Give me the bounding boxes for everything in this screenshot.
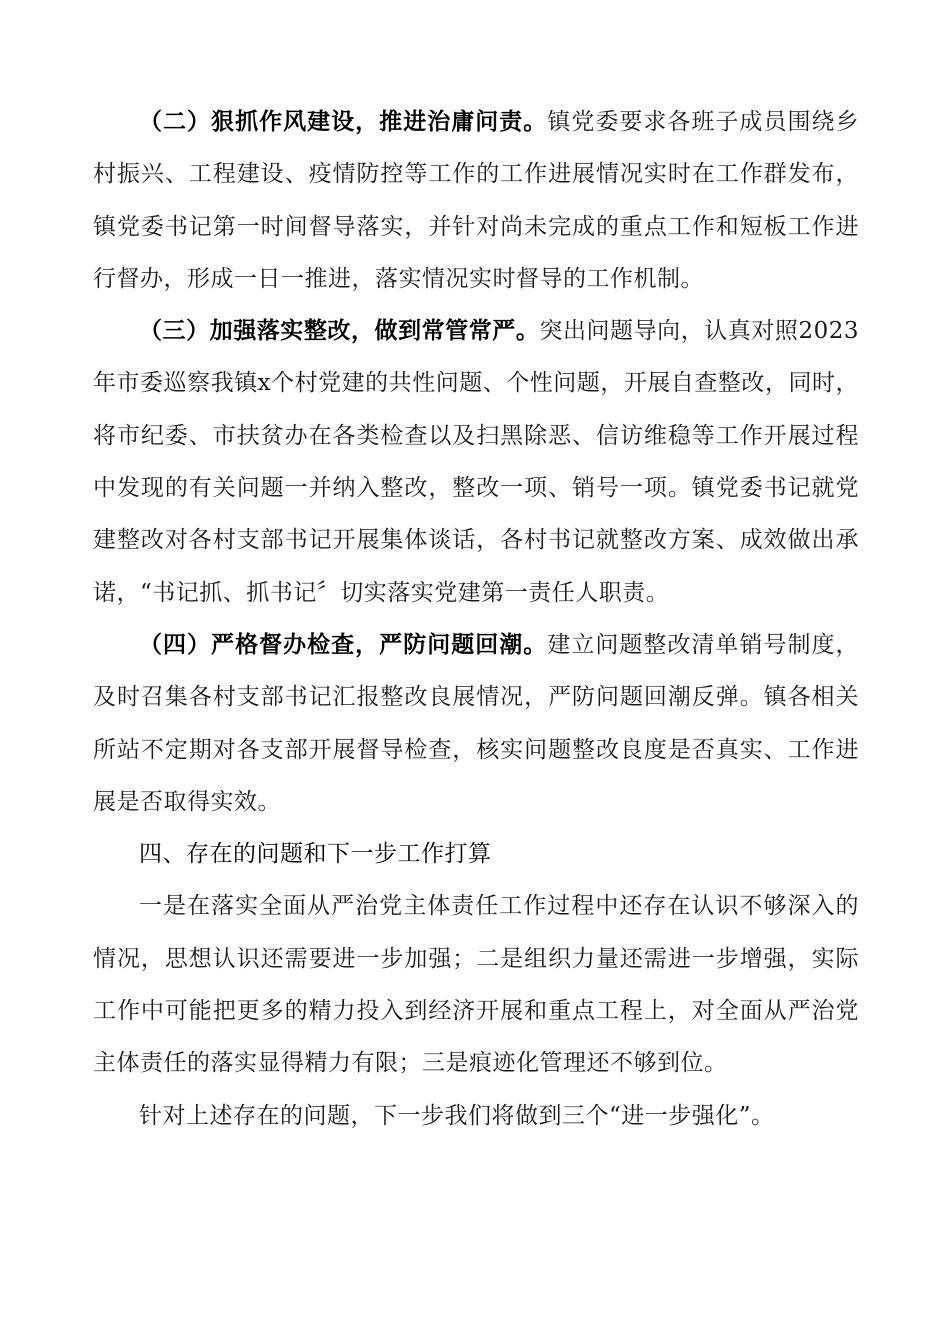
paragraph-four-text: 建立问题整改清单销号制度，及时召集各村支部书记汇报整改良展情况，严防问题回潮反弹。镇各相关所站不定期对各支部开展督导检查，核实问题整改良度是否真实、工作进展是否取得实效。: [93, 631, 860, 815]
paragraph-two: [93, 96, 859, 305]
document-body: [93, 96, 859, 1142]
paragraph-four-heading: （四）严格督办检查，严防问题回潮。: [139, 631, 548, 658]
paragraph-three: [93, 305, 859, 619]
paragraph-two-text: 镇党委要求各班子成员围绕乡村振兴、工程建设、疫情防控等工作的工作进展情况实时在工作群发布，镇党委书记第一时间督导落实，并针对尚未完成的重点工作和短板工作进行督办，形成一日一推进，落实情况实时督导的工作机制。: [93, 109, 860, 292]
paragraph-three-text: 突出问题导向，认真对照2023年市委巡察我镇x个村党建的共性问题、个性问题，开展自查整改，同时，将市纪委、市扶贫办在各类检查以及扫黑除恶、信访维稳等工作开展过程中发现的有关问题一并纳入整改，整改一项、销号一项。镇党委书记就党建整改对各村支部书记开展集体谈话，各村书记就整改方案、成效做出承诺，“书记抓、抓书记〞切实落实党建第一责任人职责。: [93, 318, 859, 606]
section-heading: 四、存在的问题和下一步工作打算: [139, 841, 492, 868]
paragraph-three-heading: （三）加强落实整改，做到常管常严。: [139, 318, 540, 345]
paragraph-four: [93, 619, 859, 828]
closing-paragraph: 针对上述存在的问题，下一步我们将做到三个“进一步强化”。: [139, 1102, 775, 1129]
problems-paragraph: 一是在落实全面从严治党主体责任工作过程中还存在认识不够深入的情况，思想认识还需要进一步加强；二是组织力量还需进一步增强，实际工作中可能把更多的精力投入到经济开展和重点工程上，对全面从严治党主体责任的落实显得精力有限；三是痕迹化管理还不够到位。: [93, 893, 859, 1077]
paragraph-two-heading: （二）狠抓作风建设，推进治庸问责。: [139, 109, 548, 135]
